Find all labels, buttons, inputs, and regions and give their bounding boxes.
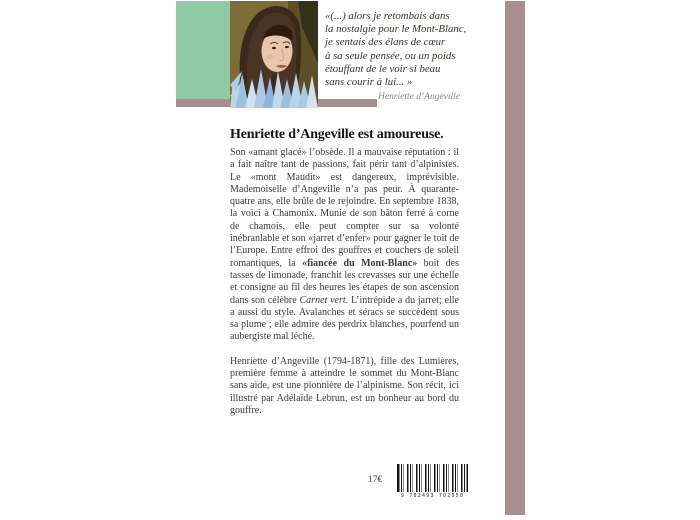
- back-cover-text: [230, 127, 459, 417]
- text-segment-bold: «fiancée du Mont-Blanc»: [302, 257, 418, 269]
- green-band: [176, 1, 230, 99]
- quote-line: je sentais des élans de cœur: [325, 36, 446, 49]
- portrait-image: [230, 1, 318, 108]
- quote-line: à sa seule pensée, ou un poids: [325, 49, 456, 62]
- text-segment: . L’intrépide a du jarret; elle a aussi du style. Avalanches et séracs se succèdent sous sa plume ; elle admire des perdrix blanches, pourfend un aubergiste mal léché.: [230, 294, 459, 343]
- text-segment: Son «amant glacé» l’obsède. Il a mauvaise réputation : il a fait naître tant de passions, fait périr tant d’alpinistes. Le «mont Maudit» est dangereux, imprévisible. Mademoiselle d’Angeville n’a pas peur. À quarante-quatre ans, elle brûle de le rejoindre. En septembre 1838, la voici à Chamonix. Munie de son bâton ferré à corne de chamois, elle peut compter sur sa volonté inébranlable et son «jarret d’enfer» pour gagner le toit de l’Europe. Entre effroi des gouffres et couchers de soleil romantiques, la: [230, 147, 459, 269]
- text-segment-italic: Carnet vert: [299, 294, 346, 306]
- barcode-bars: [397, 464, 468, 492]
- text-segment: Henriette d’Angeville (1794-1871), fille des Lumières, première femme à atteindre le sommet du Mont-Blanc sans aide, est une pionnière de l’alpinisme. Son récit, ici illustré par Adélaïde Lebrun, est un bonheur au bord du gouffre.: [230, 355, 459, 416]
- quote-line: sans courir à lui... »: [325, 76, 413, 89]
- price-label: 17€: [368, 475, 383, 485]
- quote-line: étouffant de le voir si beau: [325, 62, 441, 75]
- cover-quote: [325, 10, 495, 89]
- mauve-vertical-strip: [505, 1, 525, 515]
- quote-attribution: Henriette d’Angeville: [378, 92, 461, 102]
- cover-heading: Henriette d’Angeville est amoureuse.: [230, 127, 444, 142]
- barcode-digits: 9 782493 702050: [400, 492, 465, 499]
- paragraph-1: [230, 147, 459, 344]
- quote-line: «(...) alors je retombais dans: [325, 10, 450, 22]
- quote-line: la nostalgie pour le Mont-Blanc,: [325, 23, 467, 36]
- paragraph-2: [230, 356, 459, 417]
- text-segment: boit des tasses de limonade, franchit les crevasses sur une échelle et consigne au fil des heures les étapes de son ascension dans son célèbre: [230, 257, 460, 306]
- barcode: [397, 464, 468, 499]
- portrait-illustration: [230, 1, 318, 108]
